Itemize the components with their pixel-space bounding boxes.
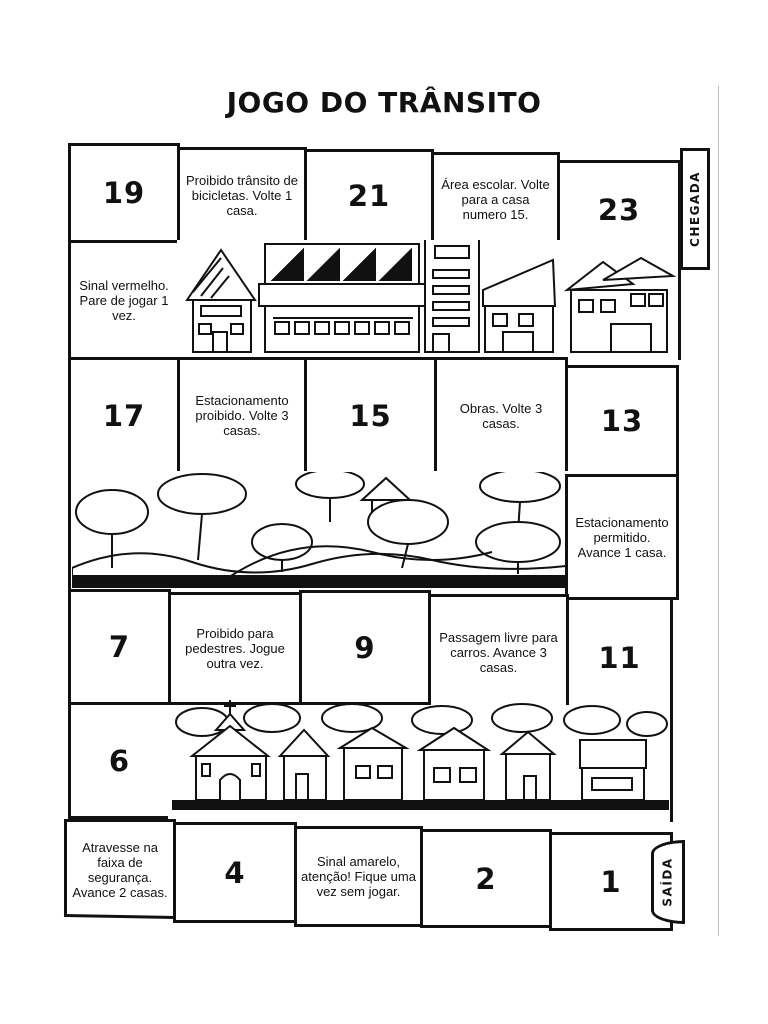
square-21[interactable] <box>304 149 434 243</box>
finish-tag <box>680 148 710 270</box>
square-4[interactable] <box>173 822 297 923</box>
square-22-text: Área escolar. Volte para a casa numero 15. <box>441 176 550 222</box>
square-3-text: Sinal amarelo, atenção! Fique uma vez sem jogar. <box>301 854 416 899</box>
square-12[interactable] <box>565 474 679 600</box>
square-6[interactable] <box>68 702 171 819</box>
square-18[interactable] <box>68 240 180 360</box>
square-5-text: Atravesse na faixa de segurança. Avance 2 casas. <box>72 839 168 900</box>
square-11-number: 11 <box>598 641 641 675</box>
church-icon <box>172 700 669 818</box>
page-edge-line <box>718 86 719 936</box>
square-12-text: Estacionamento permitido. Avance 1 casa. <box>575 514 669 560</box>
square-23-number: 23 <box>597 192 641 227</box>
square-15[interactable] <box>304 357 437 474</box>
square-20-text: Proibido trânsito de bicicletas. Volte 1 casa. <box>185 172 298 218</box>
square-10-text: Passagem livre para carros. Avance 3 casas. <box>439 630 558 675</box>
square-16-text: Estacionamento proibido. Volte 3 casas. <box>195 393 289 438</box>
square-6-number: 6 <box>108 743 131 778</box>
square-13-number: 13 <box>600 404 644 438</box>
board-bottom-border <box>64 914 176 919</box>
square-10[interactable] <box>428 594 569 711</box>
square-16[interactable] <box>177 357 307 474</box>
square-20[interactable] <box>177 147 307 243</box>
square-19-number: 19 <box>102 176 146 210</box>
square-14[interactable] <box>434 357 568 474</box>
square-1-number: 1 <box>600 864 622 899</box>
square-14-text: Obras. Volte 3 casas. <box>459 400 543 431</box>
square-19[interactable] <box>68 143 180 243</box>
square-17-number: 17 <box>102 398 146 433</box>
square-22[interactable] <box>431 152 560 246</box>
square-9-number: 9 <box>354 630 376 665</box>
square-13[interactable] <box>565 365 679 477</box>
square-15-number: 15 <box>349 398 392 433</box>
square-2[interactable] <box>420 829 552 928</box>
game-title: JOGO DO TRÂNSITO <box>226 86 542 119</box>
square-4-number: 4 <box>224 855 246 890</box>
square-5[interactable] <box>64 819 176 917</box>
square-3[interactable] <box>294 826 423 927</box>
school-building-icon <box>183 240 678 358</box>
park-trees-icon <box>72 472 566 590</box>
start-tag <box>651 840 685 924</box>
square-7[interactable] <box>68 589 171 705</box>
square-21-number: 21 <box>347 179 391 213</box>
square-8-text: Proibido para pedestres. Jogue outra vez. <box>185 626 285 671</box>
start-label: SAÍDA <box>661 857 675 907</box>
square-7-number: 7 <box>108 630 131 664</box>
square-9[interactable] <box>299 590 431 705</box>
square-8[interactable] <box>168 592 302 705</box>
square-2-number: 2 <box>475 861 497 896</box>
finish-label: CHEGADA <box>688 171 702 247</box>
square-18-text: Sinal vermelho. Pare de jogar 1 vez. <box>79 277 169 323</box>
square-17[interactable] <box>68 357 180 474</box>
